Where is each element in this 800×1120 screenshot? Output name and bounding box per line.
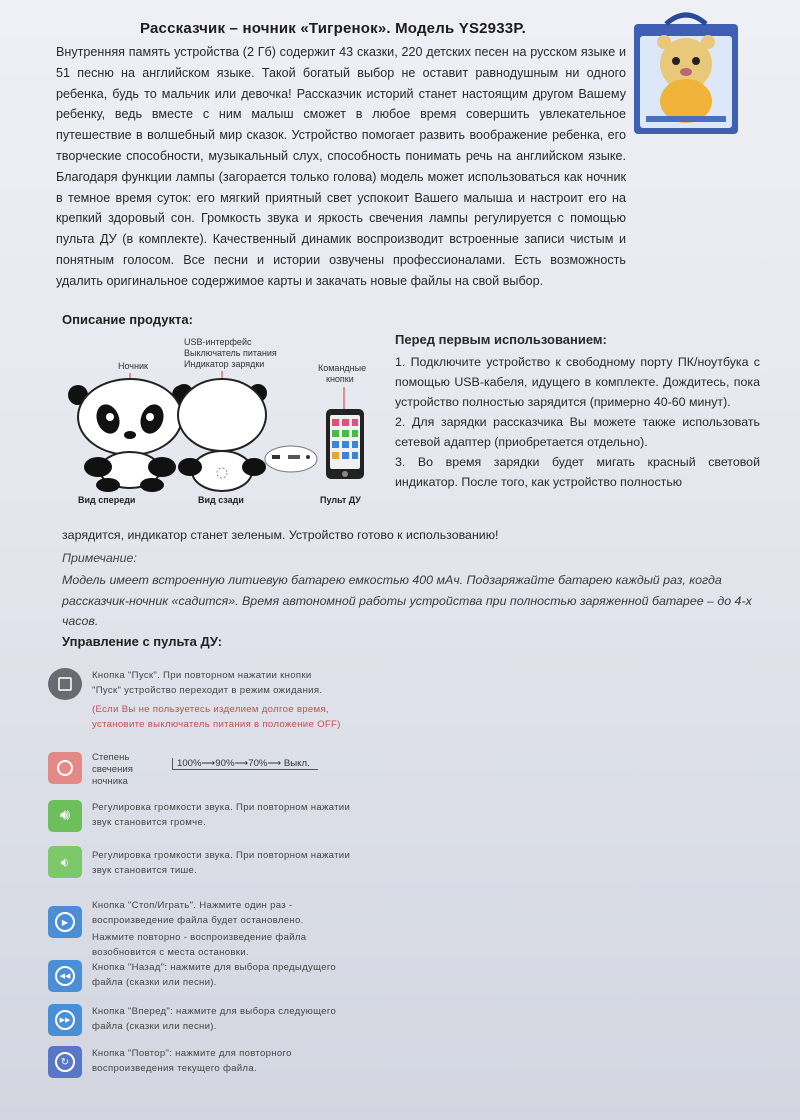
control-next bbox=[48, 1004, 468, 1040]
previous-text-1: Кнопка "Назад": нажмите для выбора предыдущего bbox=[92, 962, 337, 973]
remote-illustration bbox=[326, 387, 364, 479]
note-text: Модель имеет встроенную литиевую батарею емкостью 400 мАч. Подзаряжайте батарею каждый раз, когда рассказчик-ночник «садится». Время автономной работы устройства при полностью заряженной батарее – до 4-х часов. bbox=[62, 573, 752, 628]
power-warning-1: (Если Вы не пользуетесь изделием долгое время, bbox=[92, 704, 329, 715]
power-text-2: "Пуск" устройство переходит в режим ожидания. bbox=[92, 685, 323, 696]
brightness-label-2: свечения bbox=[92, 764, 133, 775]
before-use-step-2: 2. Для зарядки рассказчика Вы можете также использовать сетевой адаптер (приобретается отдельно). bbox=[395, 415, 760, 449]
product-box-image bbox=[626, 6, 746, 138]
play-text-4: возобновится с места остановки. bbox=[92, 947, 249, 958]
control-volume-up bbox=[48, 800, 468, 836]
product-diagram bbox=[56, 335, 392, 515]
next-text-1: Кнопка "Вперед": нажмите для выбора следующего bbox=[92, 1006, 337, 1017]
brightness-label-3: ночника bbox=[92, 776, 128, 787]
label-buttons: кнопки bbox=[326, 374, 354, 384]
play-text-1: Кнопка "Стоп/Играть". Нажмите один раз - bbox=[92, 900, 293, 911]
control-play-stop bbox=[48, 898, 468, 958]
caption-back-view: Вид сзади bbox=[198, 495, 244, 505]
next-text-2: файла (сказки или песни). bbox=[92, 1021, 217, 1032]
previous-icon: ◀◀ bbox=[48, 960, 82, 992]
power-button-icon bbox=[48, 668, 82, 700]
power-text-1: Кнопка "Пуск". При повторном нажатии кнопки bbox=[92, 670, 312, 681]
label-charge-indicator: Индикатор зарядки bbox=[184, 359, 265, 369]
description-heading: Описание продукта: bbox=[62, 312, 193, 327]
brightness-label-1: Степень bbox=[92, 752, 130, 763]
volume-down-text-1: Регулировка громкости звука. При повторном нажатии bbox=[92, 850, 351, 861]
previous-text-2: файла (сказки или песни). bbox=[92, 977, 217, 988]
play-text-2: воспроизведение файла будет остановлено. bbox=[92, 915, 304, 926]
before-use-continuation: зарядится, индикатор станет зеленым. Устройство готово к использованию! bbox=[62, 528, 499, 542]
volume-down-icon: 🔉︎ bbox=[48, 846, 82, 878]
control-repeat bbox=[48, 1046, 468, 1082]
play-text-3: Нажмите повторно - воспроизведение файла bbox=[92, 932, 307, 943]
before-use-step-3: 3. Во время зарядки будет мигать красный световой индикатор. После того, как устройство полностью bbox=[395, 455, 760, 489]
repeat-text-2: воспроизведения текущего файла. bbox=[92, 1063, 257, 1074]
panda-front-illustration bbox=[56, 335, 392, 515]
before-use-heading: Перед первым использованием: bbox=[395, 332, 607, 347]
volume-up-icon: 🔊︎ bbox=[48, 800, 82, 832]
before-first-use bbox=[395, 330, 760, 492]
play-pause-icon: ▶︎ bbox=[48, 906, 82, 938]
caption-remote: Пульт ДУ bbox=[320, 495, 361, 505]
control-brightness bbox=[48, 752, 468, 792]
caption-front-view: Вид спереди bbox=[78, 495, 136, 505]
label-usb: USB-интерфейс bbox=[184, 337, 252, 347]
next-icon: ▶▶ bbox=[48, 1004, 82, 1036]
note-heading: Примечание: bbox=[62, 551, 137, 565]
intro-paragraph: Внутренняя память устройства (2 Гб) содержит 43 сказки, 220 детских песен на русском языке и 51 песню на английском языке. Такой богатый выбор не оставит равнодушным ни одного ребенка, будь то мальчик или девочка! Рассказчик историй станет настоящим другом Вашему ребенку, ведь вместе с ним малыш сможет в любое время совершить увлекательное путешествие в волшебный мир сказок. Устройство помогает развить воображение ребенка, его творческие способности, музыкальный слух, способность понимать речь на английском языке. Благодаря функции лампы (загорается только голова) модель может использоваться как ночник в темное время суток: его мягкий приятный свет успокоит Вашего малыша и настроит его на крепкий здоровый сон. Громкость звука и яркость свечения лампы регулируется с помощью пульта ДУ (в комплекте). Качественный динамик воспроизводит встроенные записи чистым и понятным голосом. Все песни и истории озвучены профессионалами. Есть возможность удалить оригинальное содержимое карты и закачать новые файлы на свой выбор. bbox=[56, 45, 626, 288]
document-title: Рассказчик – ночник «Тигренок». Модель YS2933P. bbox=[140, 20, 526, 37]
volume-down-text-2: звук становится тише. bbox=[92, 865, 198, 876]
label-command: Командные bbox=[318, 363, 367, 373]
control-volume-down bbox=[48, 846, 468, 882]
repeat-text-1: Кнопка "Повтор": нажмите для повторного bbox=[92, 1048, 292, 1059]
panda-back-illustration bbox=[175, 371, 317, 491]
control-previous bbox=[48, 960, 468, 996]
brightness-scale: 100%⟶90%⟶70%⟶ Выкл. bbox=[172, 758, 318, 770]
before-use-step-1: 1. Подключите устройство к свободному порту ПК/ноутбука с помощью USB-кабеля, идущего в комплекте. Дождитесь, пока устройство полностью зарядится (примерно 40-60 минут). bbox=[395, 355, 760, 409]
volume-up-text-1: Регулировка громкости звука. При повторном нажатии bbox=[92, 802, 351, 813]
label-power-switch: Выключатель питания bbox=[184, 348, 277, 358]
lamp-icon bbox=[48, 752, 82, 784]
repeat-icon: ↻ bbox=[48, 1046, 82, 1078]
volume-up-text-2: звук становится громче. bbox=[92, 817, 207, 828]
remote-heading: Управление с пульта ДУ: bbox=[62, 634, 223, 649]
label-night-light: Ночник bbox=[118, 361, 148, 371]
power-warning-2: установите выключатель питания в положение OFF) bbox=[92, 719, 341, 730]
control-power bbox=[48, 668, 468, 738]
